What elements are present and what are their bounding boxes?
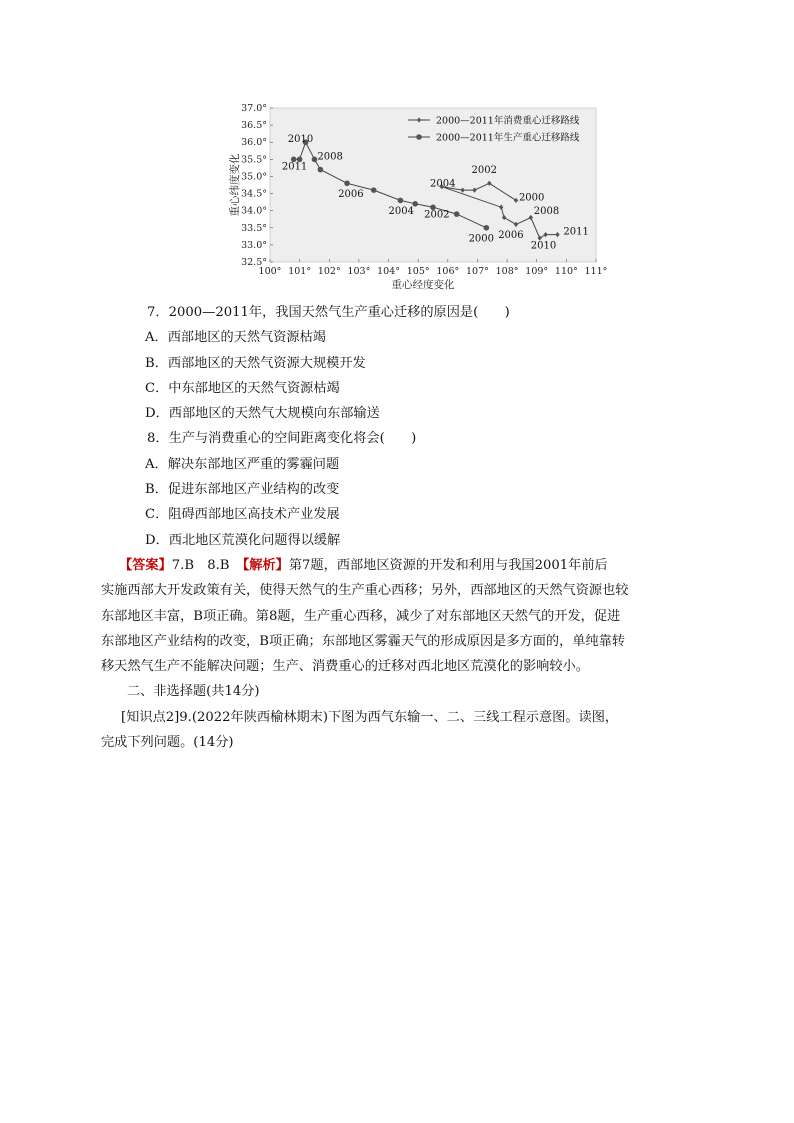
analysis-line-5: 移天然气生产不能解决问题；生产、消费重心的迁移对西北地区荒漠化的影响较小。	[101, 659, 589, 675]
x-tick-label: 104°	[377, 266, 400, 277]
y-tick-label: 34.0°	[241, 205, 267, 217]
x-axis-label: 重心经度变化	[391, 279, 455, 291]
question-9-line-2: 完成下列问题。(14分)	[101, 735, 234, 751]
x-tick-label: 101°	[288, 266, 312, 277]
question-8-option-a: A．解决东部地区严重的雾霾问题	[145, 456, 340, 472]
question-9-line-1: [知识点2]9.(2022年陕西榆林期末)下图为西气东输一、二、三线工程示意图。读图，	[121, 709, 619, 725]
year-label: 2006	[338, 188, 364, 200]
question-8-option-b: B．促进东部地区产业结构的改变	[145, 482, 340, 498]
year-label: 2010	[287, 134, 314, 146]
question-7-option-c: C．中东部地区的天然气资源枯竭	[145, 380, 340, 396]
production-point	[371, 187, 377, 193]
year-label: 2008	[317, 151, 343, 163]
y-tick-label: 32.5°	[241, 257, 267, 268]
question-8-option-d: D．西北地区荒漠化问题得以缓解	[145, 532, 341, 548]
production-point	[312, 157, 318, 163]
x-tick-label: 110°	[554, 266, 578, 277]
y-tick-label: 35.0°	[241, 171, 267, 183]
y-axis-label: 重心纬度变化	[229, 153, 241, 217]
year-label: 2011	[563, 226, 589, 238]
y-tick-label: 36.0°	[241, 137, 267, 149]
x-tick-label: 105°	[406, 266, 430, 277]
year-label: 2004	[430, 178, 456, 190]
year-label: 2006	[498, 230, 524, 242]
x-tick-label: 111°	[584, 266, 608, 277]
question-7-option-a: A．西部地区的天然气资源枯竭	[145, 330, 326, 346]
question-7-option-b: B．西部地区的天然气资源大规模开发	[145, 355, 366, 371]
gravity-center-chart	[229, 102, 608, 292]
year-label: 2008	[533, 206, 560, 218]
legend-label: 2000—2011年生产重心迁移路线	[436, 132, 580, 144]
production-point	[318, 167, 324, 173]
y-tick-label: 34.5°	[241, 188, 267, 200]
answer-line-1	[119, 553, 665, 578]
chart-svg	[229, 102, 608, 292]
legend-marker	[416, 134, 422, 140]
production-point	[454, 211, 460, 217]
question-8-option-c: C．阻碍西部地区高技术产业发展	[145, 507, 340, 523]
analysis-line-1: 第7题，西部地区资源的开发和利用与我国2001年前后	[288, 557, 608, 573]
analysis-line-4: 东部地区产业结构的改变，B项正确；东部地区雾霾天气的形成原因是多方面的，单纯靠转	[101, 633, 625, 649]
answer-tag: 【答案】	[119, 557, 172, 573]
x-tick-label: 100°	[258, 266, 282, 277]
question-7-option-d: D．西部地区的天然气大规模向东部输送	[145, 406, 380, 422]
year-label: 2000	[518, 192, 545, 204]
question-8-stem: 8．生产与消费重心的空间距离变化将会( )	[147, 431, 417, 447]
y-tick-label: 33.0°	[241, 239, 267, 251]
y-tick-label: 36.5°	[241, 120, 267, 132]
x-tick-label: 108°	[495, 266, 519, 277]
analysis-tag: 【解析】	[242, 557, 289, 573]
analysis-line-3: 东部地区丰富，B项正确。第8题，生产重心西移，减少了对东部地区天然气的开发，促进	[101, 608, 621, 624]
year-label: 2002	[424, 209, 450, 221]
year-label: 2002	[471, 165, 497, 177]
section-title: 二、非选择题(共14分)	[127, 684, 260, 700]
year-label: 2004	[388, 206, 414, 218]
question-content	[101, 300, 665, 755]
x-tick-label: 109°	[525, 266, 549, 277]
production-point	[484, 225, 490, 231]
year-label: 2010	[530, 240, 557, 252]
answer-text: 7.B 8.B	[171, 557, 243, 573]
y-tick-label: 37.0°	[241, 103, 267, 114]
x-tick-label: 102°	[317, 266, 341, 277]
x-tick-label: 103°	[347, 266, 371, 277]
legend-label: 2000—2011年消费重心迁移路线	[436, 115, 580, 127]
year-label: 2011	[281, 161, 308, 173]
x-tick-label: 107°	[466, 266, 489, 277]
y-tick-label: 33.5°	[241, 222, 267, 234]
analysis-line-2: 实施西部大开发政策有关，使得天然气的生产重心西移；另外，西部地区的天然气资源也较	[101, 583, 629, 599]
x-tick-label: 106°	[436, 266, 460, 277]
y-tick-label: 35.5°	[241, 154, 267, 166]
year-label: 2000	[468, 233, 495, 245]
question-7-stem: 7．2000—2011年，我国天然气生产重心迁移的原因是( )	[147, 305, 510, 320]
production-point	[398, 198, 404, 204]
production-point	[344, 180, 350, 186]
